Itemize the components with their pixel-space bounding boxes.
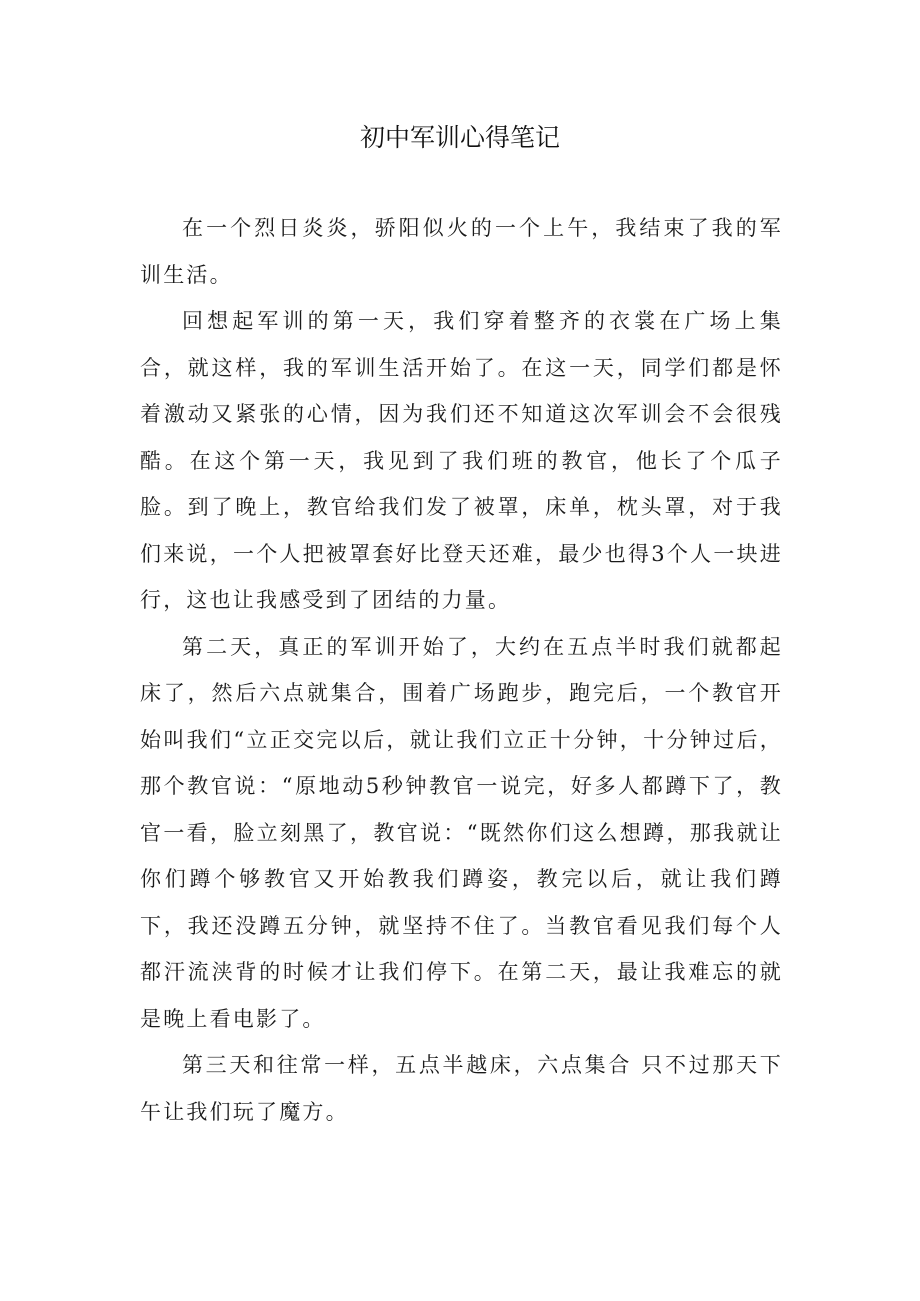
paragraph-2: 回想起军训的第一天，我们穿着整齐的衣裳在广场上集合，就这样，我的军训生活开始了。在这一天，同学们都是怀着激动又紧张的心情，因为我们还不知道这次军训会不会很残酷。在这个第一天，我见到了我们班的教官，他长了个瓜子脸。到了晚上，教官给我们发了被罩，床单，枕头罩，对于我们来说，一个人把被罩套好比登天还难，最少也得3个人一块进行，这也让我感受到了团结的力量。 [140, 309, 783, 612]
paragraph-3: 第二天，真正的军训开始了，大约在五点半时我们就都起床了，然后六点就集合，围着广场跑步，跑完后，一个教官开始叫我们“立正交完以后，就让我们立正十分钟，十分钟过后，那个教官说：“原地动5秒钟教官一说完，好多人都蹲下了，教官一看，脸立刻黑了，教官说：“既然你们这么想蹲，那我就让你们蹲个够教官又开始教我们蹲姿，教完以后，就让我们蹲下，我还没蹲五分钟，就坚持不住了。当教官看见我们每个人都汗流浃背的时候才让我们停下。在第二天，最让我难忘的就是晚上看电影了。 [140, 634, 783, 1031]
paragraph-4: 第三天和往常一样，五点半越床，六点集合 只不过那天下午让我们玩了魔方。 [140, 1053, 783, 1124]
document-body [140, 205, 783, 1135]
document-title: 初中军训心得笔记 [359, 123, 560, 152]
paragraph-1: 在一个烈日炎炎，骄阳似火的一个上午，我结束了我的军训生活。 [140, 216, 783, 287]
